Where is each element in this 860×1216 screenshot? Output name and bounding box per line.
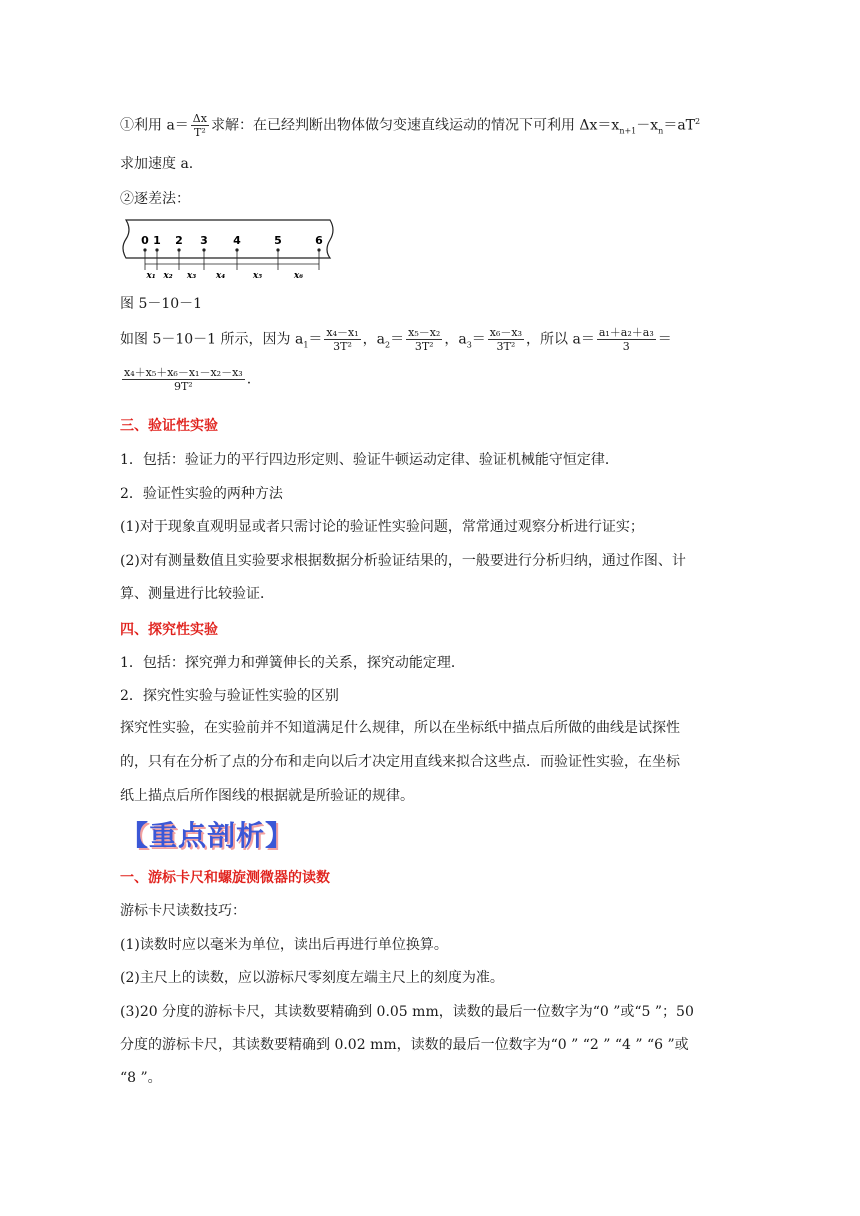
formula-a2: ，a xyxy=(362,331,386,348)
key-analysis-banner: 【重点剖析】 xyxy=(120,819,295,852)
tape-point-label-6: 6 xyxy=(315,234,323,247)
fraction-denominator: 9T² xyxy=(173,380,193,393)
tape-segment-label: x₆ xyxy=(293,271,304,281)
tape-segment-label: x₄ xyxy=(215,271,226,281)
a1-fraction xyxy=(324,326,360,353)
tape-point-label-5: 5 xyxy=(274,234,282,247)
method2-title: ②逐差法： xyxy=(120,191,190,207)
method1-prefix: ①利用 a＝ xyxy=(120,117,189,134)
final-fraction xyxy=(122,366,245,393)
subscript: n xyxy=(658,126,664,136)
tape-segments xyxy=(145,264,319,281)
key-tip2: (2)主尺上的读数，应以游标尺零刻度左端主尺上的刻度为准。 xyxy=(120,970,504,986)
fraction-numerator: Δx xyxy=(192,112,207,126)
formula-a3: ，a xyxy=(444,331,467,348)
formula-line2 xyxy=(120,366,251,393)
formula-line: 如图 5－10－1 所示，因为 $a_1=$ $\frac{\text{x₄－x₁}}{\text{3T²}}$ ，$a_2=$ $\frac{\text{x₅－x₂}}{\text{3T²}}$ ，$a_3=$ $\frac{\text{x₆－x₃}}{\text{3T²}}$ ，所以 a＝ $\frac{\text{a₁＋a₂＋a₃}}{3}$ ＝ xyxy=(120,326,672,353)
fraction-denominator: 3T² xyxy=(333,340,352,353)
method1-line2: 求加速度 a. xyxy=(120,156,194,172)
formula-period: . xyxy=(246,371,252,388)
section3-sub2-line1: (2)对有测量数值且实验要求根据数据分析验证结果的，一般要进行分析归纳，通过作图、计 xyxy=(120,553,686,569)
subscript: n+1 xyxy=(619,126,637,136)
subscript: 2 xyxy=(385,340,391,350)
fraction-denominator: T² xyxy=(194,126,206,140)
tape-point-label-4: 4 xyxy=(233,234,241,247)
section3-item2: 2．验证性实验的两种方法 xyxy=(120,486,283,502)
fraction-numerator: x₆－x₃ xyxy=(489,326,523,339)
tape-segment-label: x₅ xyxy=(252,271,263,281)
ticker-tape-diagram xyxy=(120,218,336,286)
tape-point-label-3: 3 xyxy=(200,234,208,247)
fraction-denominator: 3T² xyxy=(496,340,516,353)
formula-so: ，所以 a＝ xyxy=(526,331,595,348)
section3-sub2-line2: 算、测量进行比较验证． xyxy=(120,586,274,602)
formula-eq: ＝ xyxy=(657,331,672,348)
tape-points xyxy=(141,234,323,270)
delta-x-over-t2-fraction xyxy=(191,112,209,139)
fraction-numerator: x₄＋x₅＋x₆－x₁－x₂－x₃ xyxy=(124,366,243,379)
section4-para-line3: 纸上描点后所作图线的根据就是所验证的规律。 xyxy=(120,788,414,804)
section4-para-line2: 的，只有在分析了点的分布和走向以后才决定用直线来拟合这些点．而验证性实验，在坐标 xyxy=(120,754,680,770)
section4-para-line1: 探究性实验，在实验前并不知道满足什么规律，所以在坐标纸中描点后所做的曲线是试探性 xyxy=(120,720,680,736)
tape-segment-label: x₃ xyxy=(186,271,197,281)
key-tip3-line2: 分度的游标卡尺，其读数要精确到 0.02 mm，读数的最后一位数字为“0 ” “2 ” “4 ” “6 ”或 xyxy=(120,1037,689,1053)
section4-item2: 2．探究性实验与验证性实验的区别 xyxy=(120,688,339,704)
fraction-denominator: 3 xyxy=(622,340,630,353)
method1-minus: －x xyxy=(636,117,659,134)
fraction-numerator: x₅－x₂ xyxy=(408,326,441,339)
subscript: 3 xyxy=(466,340,472,350)
section3-heading: 三、验证性实验 xyxy=(120,418,218,434)
tape-point-label-2: 2 xyxy=(175,234,183,247)
a-average-fraction xyxy=(597,326,656,353)
subscript: 1 xyxy=(303,340,309,350)
fraction-numerator: a₁＋a₂＋a₃ xyxy=(598,326,654,339)
fraction-denominator: 3T² xyxy=(414,340,434,353)
section3-item1: 1．包括：验证力的平行四边形定则、验证牛顿运动定律、验证机械能守恒定律． xyxy=(120,452,619,468)
superscript: 2 xyxy=(695,117,701,126)
a3-fraction xyxy=(488,326,524,353)
section4-heading: 四、探究性实验 xyxy=(120,622,218,638)
section3-sub1: (1)对于现象直观明显或者只需讨论的验证性实验问题，常常通过观察分析进行证实； xyxy=(120,519,644,535)
fraction-numerator: x₄－x₁ xyxy=(326,326,359,339)
method1-eq: ＝aT xyxy=(663,117,696,134)
method1-line xyxy=(120,112,700,141)
key-tip1: (1)读数时应以毫米为单位，读出后再进行单位换算。 xyxy=(120,937,448,953)
a2-fraction xyxy=(406,326,442,353)
tape-segment-label: x₂ xyxy=(163,271,173,281)
formula-intro: 如图 5－10－1 所示，因为 a xyxy=(120,331,304,348)
tape-segment-label: x₁ xyxy=(146,271,156,281)
key-heading: 一、游标卡尺和螺旋测微器的读数 xyxy=(120,870,330,886)
tape-point-label-0: 0 xyxy=(141,234,149,247)
method1-text: 求解：在已经判断出物体做匀变速直线运动的情况下可利用 Δx＝x xyxy=(210,117,620,134)
key-intro: 游标卡尺读数技巧： xyxy=(120,903,246,919)
key-tip3-line1: (3)20 分度的游标卡尺，其读数要精确到 0.05 mm，读数的最后一位数字为“0 ”或“5 ”；50 xyxy=(120,1004,694,1020)
section4-item1: 1．包括：探究弹力和弹簧伸长的关系，探究动能定理． xyxy=(120,655,465,671)
key-tip3-line3: “8 ”。 xyxy=(120,1070,162,1086)
tape-point-label-1: 1 xyxy=(153,234,161,247)
figure-caption: 图 5－10－1 xyxy=(120,296,203,312)
